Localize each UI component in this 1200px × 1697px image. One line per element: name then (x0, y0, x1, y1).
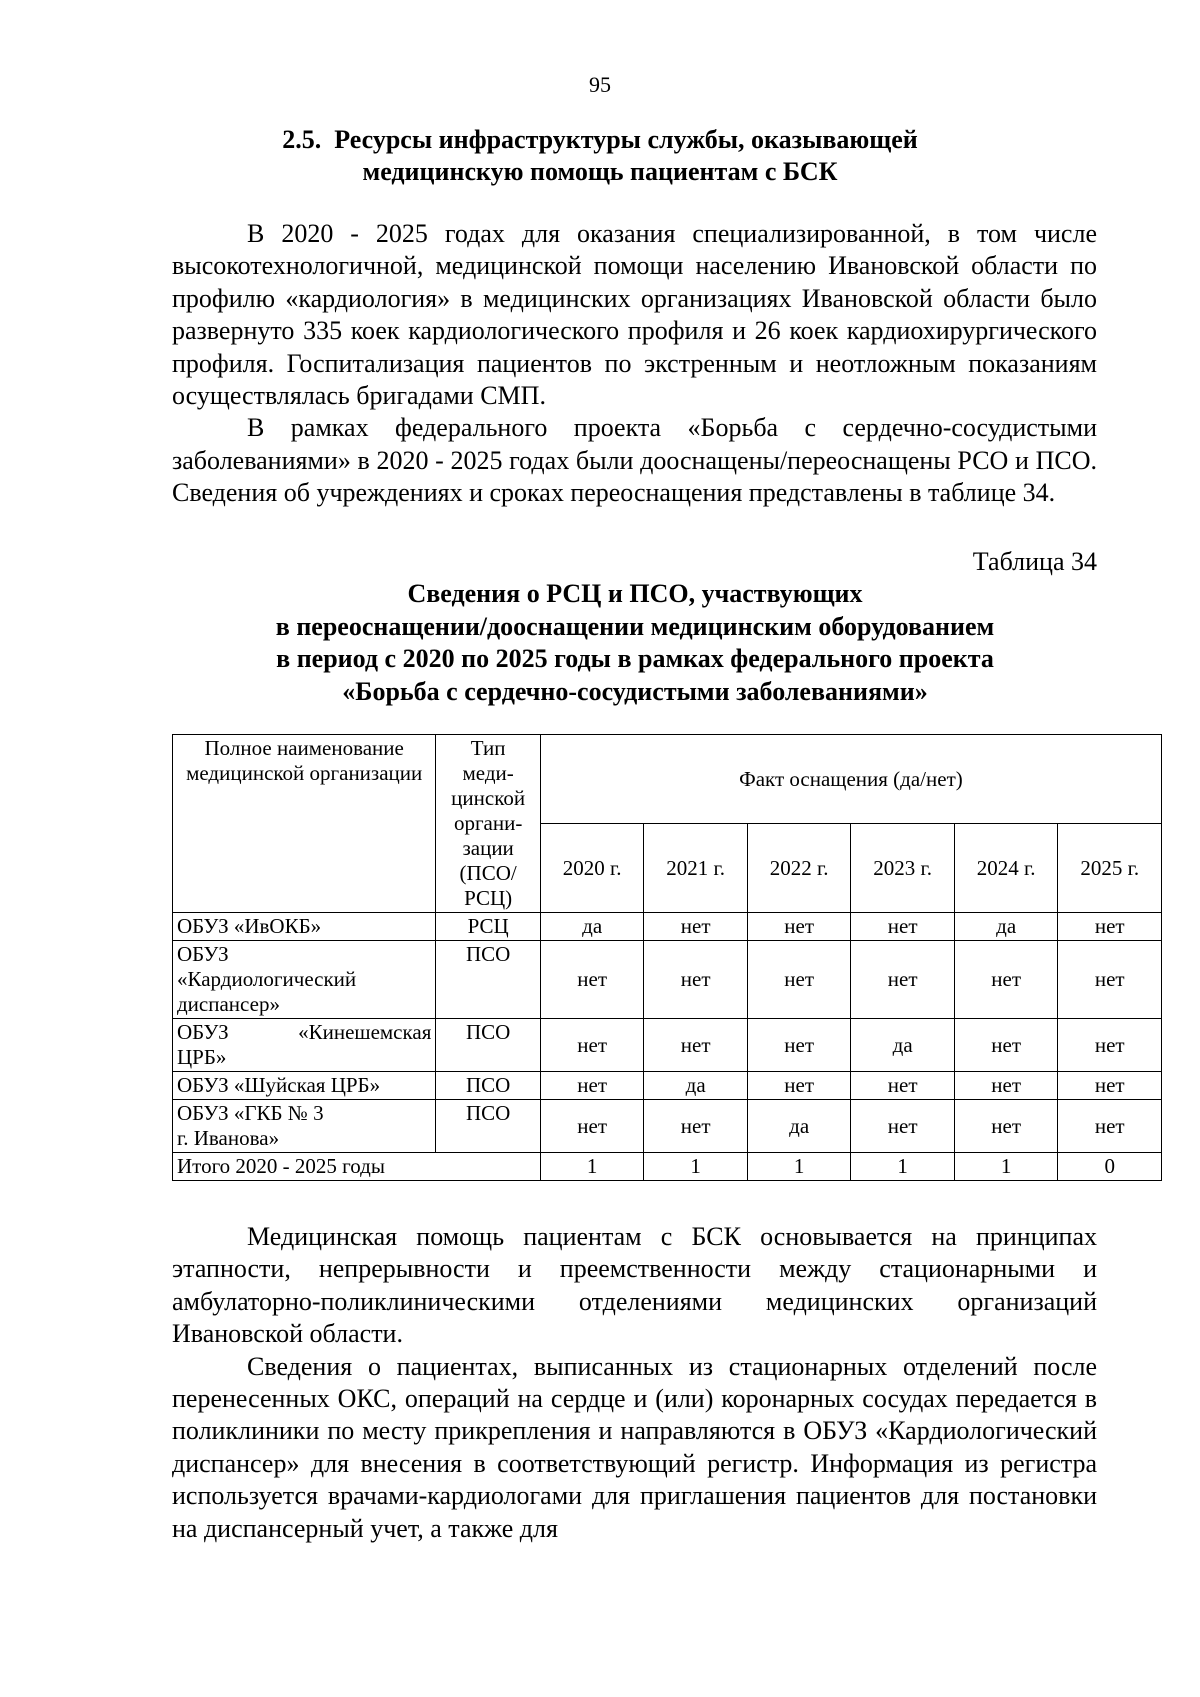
section-heading-line-1 (200, 124, 1000, 156)
value-cell: да (540, 913, 644, 941)
section-heading (200, 124, 1000, 188)
value-cell: нет (747, 913, 851, 941)
value-cell: нет (851, 1100, 955, 1153)
org-name-line: ОБУЗ «ГКБ № 3 (177, 1101, 324, 1125)
org-type-cell: ПСО (436, 1100, 541, 1153)
table-row (173, 941, 1162, 1019)
header-type (436, 735, 541, 913)
value-cell: да (644, 1072, 748, 1100)
header-type-line: (ПСО/ (459, 861, 517, 885)
table-title-line: в период с 2020 по 2025 годы в рамках федерального проекта (276, 644, 994, 673)
org-name-line: ЦРБ» (177, 1045, 227, 1069)
value-cell: да (954, 913, 1058, 941)
org-name-line: ОБУЗ (177, 942, 229, 966)
equipment-table (172, 734, 1162, 1181)
total-label: Итого 2020 - 2025 годы (173, 1153, 541, 1181)
value-cell: нет (1058, 913, 1162, 941)
intro-text (172, 218, 1097, 510)
org-type-cell: ПСО (436, 941, 541, 1019)
org-name-line: ОБУЗ «Кинешемская (177, 1020, 432, 1044)
header-year: 2023 г. (851, 824, 955, 913)
table-title-line: в переоснащении/дооснащении медицинским оборудованием (275, 611, 995, 641)
total-value-cell: 1 (954, 1153, 1058, 1181)
page-number: 95 (589, 72, 611, 97)
value-cell: нет (644, 1100, 748, 1153)
org-name-cell (173, 1019, 436, 1072)
header-type-line: цинской (451, 786, 526, 810)
org-name-line: г. Иванова» (177, 1126, 280, 1150)
header-type-line: органи- (453, 811, 523, 835)
value-cell: нет (644, 941, 748, 1019)
total-value-cell: 0 (1058, 1153, 1162, 1181)
header-year: 2021 г. (644, 824, 748, 913)
value-cell: нет (540, 1100, 644, 1153)
total-value-cell: 1 (851, 1153, 955, 1181)
table-row (173, 1100, 1162, 1153)
value-cell: нет (851, 1072, 955, 1100)
value-cell: нет (540, 1072, 644, 1100)
org-name-cell (173, 913, 436, 941)
header-type-line: Тип (470, 736, 506, 760)
value-cell: да (747, 1100, 851, 1153)
value-cell: нет (1058, 1019, 1162, 1072)
value-cell: нет (747, 941, 851, 1019)
value-cell: нет (540, 1019, 644, 1072)
header-year: 2024 г. (954, 824, 1058, 913)
org-type-cell: РСЦ (436, 913, 541, 941)
paragraph: В 2020 - 2025 годах для оказания специализированной, в том числе высокотехнологичной, медицинской помощи населению Ивановской области по профилю «кардиология» в медицинских организациях Ивановской области было развернуто 335 коек кардиологического профиля и 26 коек кардиохирургического профиля. Госпитализация пациентов по экстренным и неотложным показаниям осуществлялась бригадами СМП. (172, 219, 1097, 411)
value-cell: нет (644, 1019, 748, 1072)
org-name-line: «Кардиологический (177, 967, 357, 991)
paragraph: Медицинская помощь пациентам с БСК основывается на принципах этапности, непрерывности и преемственности между стационарными и амбулаторно-поликлиническими отделениями медицинских организаций Ивановской области. (172, 1222, 1097, 1349)
org-type-cell: ПСО (436, 1019, 541, 1072)
value-cell: нет (851, 913, 955, 941)
paragraph: Сведения о пациентах, выписанных из стационарных отделений после перенесенных ОКС, операций на сердце и (или) коронарных сосудах передается в поликлиники по месту прикрепления и направляются в ОБУЗ «Кардиологический диспансер» для внесения в соответствующий регистр. Информация из регистра используется врачами-кардиологами для приглашения пациентов для постановки на диспансерный учет, а также для (172, 1351, 1097, 1543)
value-cell: нет (954, 941, 1058, 1019)
header-year: 2025 г. (1058, 824, 1162, 913)
section-title-line-1: Ресурсы инфраструктуры службы, оказывающей (334, 125, 918, 154)
value-cell: нет (747, 1019, 851, 1072)
header-year: 2020 г. (540, 824, 644, 913)
org-name-line: ОБУЗ «ИвОКБ» (177, 914, 322, 938)
table-title-line: «Борьба с сердечно-сосудистыми заболеваниями» (342, 676, 928, 706)
org-name-line: диспансер» (177, 992, 280, 1016)
value-cell: нет (1058, 1100, 1162, 1153)
value-cell: нет (954, 1072, 1058, 1100)
org-name-cell (173, 941, 436, 1019)
value-cell: нет (954, 1019, 1058, 1072)
value-cell: нет (1058, 1072, 1162, 1100)
value-cell: да (851, 1019, 955, 1072)
total-row (173, 1153, 1162, 1181)
header-row (173, 735, 1162, 824)
header-fact: Факт оснащения (да/нет) (540, 735, 1161, 824)
total-value-cell: 1 (747, 1153, 851, 1181)
closing-text (172, 1221, 1097, 1545)
table-row (173, 913, 1162, 941)
section-number: 2.5. (282, 125, 322, 154)
table-row (173, 1019, 1162, 1072)
table-row (173, 1072, 1162, 1100)
section-title-line-2: медицинскую помощь пациентам с БСК (362, 157, 838, 186)
value-cell: нет (1058, 941, 1162, 1019)
paragraph: В рамках федерального проекта «Борьба с сердечно-сосудистыми заболеваниями» в 2020 - 2025 годах были дооснащены/переоснащены РСО и ПСО. Сведения об учреждениях и сроках переоснащения представлены в таблице 34. (172, 413, 1097, 508)
total-value-cell: 1 (540, 1153, 644, 1181)
header-org: Полное наименование медицинской организации (173, 735, 436, 913)
org-name-line: ОБУЗ «Шуйская ЦРБ» (177, 1073, 381, 1097)
header-type-line: РСЦ) (464, 886, 513, 910)
value-cell: нет (644, 913, 748, 941)
table-title-line: Сведения о РСЦ и ПСО, участвующих (407, 579, 863, 608)
org-name-cell (173, 1100, 436, 1153)
value-cell: нет (540, 941, 644, 1019)
header-type-line: зации (462, 836, 514, 860)
table-caption: Таблица 34 (972, 547, 1097, 576)
header-year: 2022 г. (747, 824, 851, 913)
value-cell: нет (954, 1100, 1058, 1153)
org-type-cell: ПСО (436, 1072, 541, 1100)
org-name-cell (173, 1072, 436, 1100)
value-cell: нет (851, 941, 955, 1019)
value-cell: нет (747, 1072, 851, 1100)
total-value-cell: 1 (644, 1153, 748, 1181)
header-type-line: меди- (462, 761, 514, 785)
table-title (200, 578, 1070, 708)
